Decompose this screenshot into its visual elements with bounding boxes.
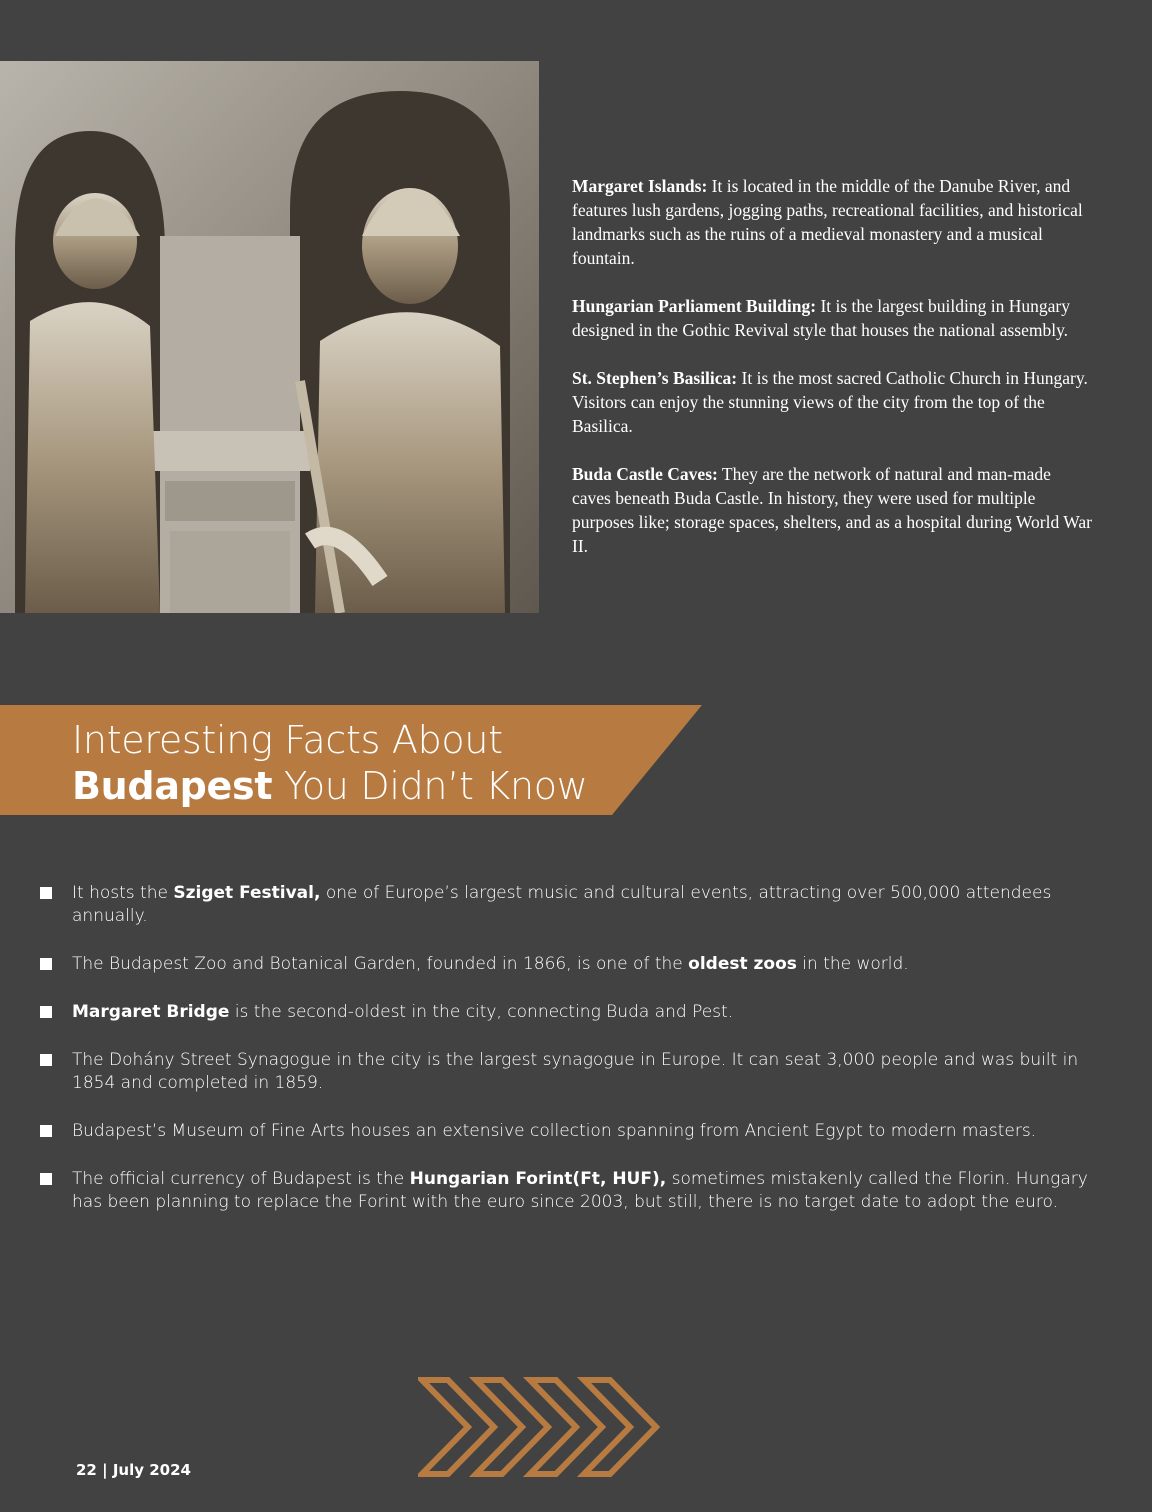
attraction-title: Buda Castle Caves: bbox=[572, 464, 718, 484]
footer-separator: | bbox=[96, 1461, 113, 1479]
fact-text: one of Europe’s largest music and cultural events, attracting over 500,000 attendees annually. bbox=[72, 883, 1052, 926]
attraction-text: It is the largest building in Hungary designed in the Gothic Revival style that houses the national assembly. bbox=[572, 296, 1070, 340]
fact-item bbox=[40, 1120, 1100, 1143]
chevrons-right-icon bbox=[418, 1376, 660, 1478]
fact-text: Budapest’s Museum of Fine Arts houses an extensive collection spanning from Ancient Egypt to modern masters. bbox=[72, 1121, 1037, 1141]
square-bullet-icon bbox=[40, 1173, 52, 1185]
fact-text: in the world. bbox=[796, 954, 909, 974]
attractions-list bbox=[572, 174, 1092, 582]
square-bullet-icon bbox=[40, 958, 52, 970]
page-footer bbox=[76, 1461, 191, 1479]
fact-bold: oldest zoos bbox=[688, 954, 797, 974]
fact-bold: Margaret Bridge bbox=[72, 1002, 230, 1022]
fact-item bbox=[40, 953, 1100, 976]
fact-item bbox=[40, 1168, 1100, 1214]
square-bullet-icon bbox=[40, 1054, 52, 1066]
fact-item bbox=[40, 1049, 1100, 1095]
attraction-castle-caves bbox=[572, 462, 1092, 558]
fact-text: The official currency of Budapest is the bbox=[72, 1169, 410, 1189]
attraction-margaret-islands bbox=[572, 174, 1092, 270]
fact-item bbox=[40, 882, 1100, 928]
attraction-basilica bbox=[572, 366, 1092, 438]
attraction-title: St. Stephen’s Basilica: bbox=[572, 368, 738, 388]
square-bullet-icon bbox=[40, 887, 52, 899]
attraction-text: It is the most sacred Catholic Church in Hungary. Visitors can enjoy the stunning views of the city from the top of the Basilica. bbox=[572, 368, 1088, 436]
attraction-title: Hungarian Parliament Building: bbox=[572, 296, 817, 316]
fact-text: The Budapest Zoo and Botanical Garden, founded in 1866, is one of the bbox=[72, 954, 689, 974]
section-title-line1: Interesting Facts About bbox=[72, 718, 503, 762]
section-title-bold: Budapest bbox=[72, 764, 273, 808]
attraction-text: They are the network of natural and man-made caves beneath Buda Castle. In history, they were used for multiple purposes like; storage spaces, shelters, and as a hospital during World War II. bbox=[572, 464, 1092, 556]
fact-text: It hosts the bbox=[72, 883, 174, 903]
fact-item bbox=[40, 1001, 1100, 1024]
section-title-rest: You Didn’t Know bbox=[272, 764, 588, 808]
section-banner bbox=[0, 705, 702, 815]
section-title bbox=[72, 717, 588, 809]
fact-text: sometimes mistakenly called the Florin. Hungary has been planning to replace the Forint with the euro since 2003, but still, there is no target date to adopt the euro. bbox=[72, 1169, 1088, 1212]
fact-text: The Dohány Street Synagogue in the city is the largest synagogue in Europe. It can seat 3,000 people and was built in 1854 and completed in 1859. bbox=[72, 1050, 1079, 1093]
square-bullet-icon bbox=[40, 1006, 52, 1018]
attraction-text: It is located in the middle of the Danube River, and features lush gardens, jogging paths, recreational facilities, and historical landmarks such as the ruins of a medieval monastery and a musical fountain. bbox=[572, 176, 1083, 268]
issue-date: July 2024 bbox=[112, 1461, 191, 1479]
square-bullet-icon bbox=[40, 1125, 52, 1137]
fact-bold: Sziget Festival, bbox=[173, 883, 321, 903]
attraction-title: Margaret Islands: bbox=[572, 176, 708, 196]
attraction-parliament bbox=[572, 294, 1092, 342]
statues-photo bbox=[0, 61, 539, 613]
page-number: 22 bbox=[76, 1461, 97, 1479]
facts-list bbox=[40, 882, 1100, 1239]
fact-bold: Hungarian Forint(Ft, HUF), bbox=[409, 1169, 667, 1189]
fact-text: is the second-oldest in the city, connecting Buda and Pest. bbox=[229, 1002, 734, 1022]
